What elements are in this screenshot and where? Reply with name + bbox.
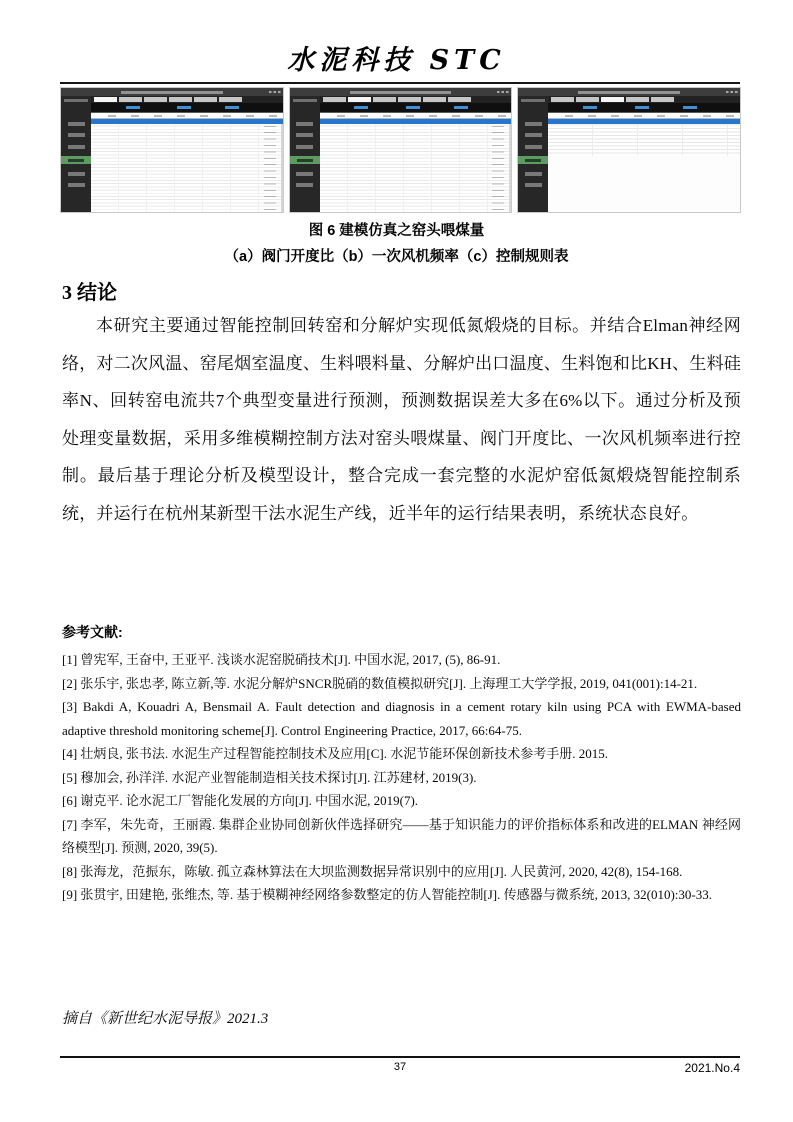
value-column-marks [264, 126, 276, 210]
sidebar-items [61, 102, 91, 187]
window-body [290, 96, 512, 212]
sidebar-logo [64, 99, 88, 102]
table-rows [320, 124, 512, 212]
sidebar-item [296, 172, 313, 176]
screenshot-primary-fan-frequency [290, 88, 512, 212]
reference-item: [2] 张乐宇, 张忠孝, 陈立新,等. 水泥分解炉SNCR脱硝的数值模拟研究[J]. 上海理工大学学报, 2019, 041(001):14-21. [62, 675, 698, 691]
link-label [354, 106, 368, 109]
window-main [548, 96, 740, 212]
link-label [454, 106, 468, 109]
link-label [126, 106, 140, 109]
table-rows [91, 124, 283, 212]
reference-item: [4] 壮炳良, 张书法. 水泥生产过程智能控制技术及应用[C]. 水泥节能环保创新技术参考手册. 2015. [62, 746, 608, 761]
tab [144, 97, 167, 102]
sidebar-item-active [61, 156, 91, 164]
sidebar-item [525, 133, 542, 137]
window-main [91, 96, 283, 212]
sidebar-item [296, 183, 313, 187]
window-titlebar [61, 88, 283, 96]
screenshot-valve-opening-ratio [61, 88, 283, 212]
conclusion-paragraph: 本研究主要通过智能控制回转窑和分解炉实现低氮煅烧的目标。并结合Elman神经网络，对二次风温、窑尾烟室温度、生料喂料量、分解炉出口温度、生料饱和比KH、生料硅率N、回转窑电流共7个典型变量进行预测，预测数据误差大多在6%以下。通过分析及预处理变量数据，采用多维模糊控制方法对窑头喂煤量、阀门开度比、一次风机频率进行控制。最后基于理论分析及模型设计，整合完成一套完整的水泥炉窑低氮煅烧智能控制系统，并运行在杭州某新型干法水泥生产线，近半年的运行结果表明，系统状态良好。 [62, 316, 741, 523]
reference-item: [9] 张贯宇, 田建艳, 张维杰, 等. 基于模糊神经网络参数整定的仿人智能控制[J]. 传感器与微系统, 2013, 32(010):30-33. [62, 887, 712, 902]
link-label [635, 106, 649, 109]
tab [219, 97, 242, 102]
reference-item: [5] 穆加会, 孙洋洋. 水泥产业智能制造相关技术探讨[J]. 江苏建材, 2019(3). [62, 769, 477, 785]
sidebar-item [296, 122, 313, 126]
tab [601, 97, 624, 102]
tab [651, 97, 674, 102]
window-title-text [350, 91, 452, 94]
reference-item: [3] Bakdi A, Kouadri A, Bensmail A. Fault detection and diagnosis in a cement rotary kiln using PCA with EWMA-based adaptive threshold monitoring scheme[J]. Control Engineering Practice, 2017, 66:64-75. [62, 699, 741, 738]
window-sidebar [518, 96, 548, 212]
references-heading: 参考文献: [62, 624, 123, 640]
window-title-text [578, 91, 680, 94]
reference-item: [8] 张海龙，范振东，陈敏. 孤立森林算法在大坝监测数据异常识别中的应用[J]. 人民黄河, 2020, 42(8), 154-168. [62, 863, 683, 879]
window-titlebar [290, 88, 512, 96]
scrollbar [509, 124, 511, 212]
section-heading: 3 结论 [62, 282, 117, 304]
sidebar-item [68, 145, 85, 149]
issue-label: 2021.No.4 [684, 1061, 740, 1075]
tab [626, 97, 649, 102]
window-controls-icon [269, 91, 281, 94]
links-bar [320, 103, 512, 112]
sidebar-item [296, 133, 313, 137]
links-bar [91, 103, 283, 112]
empty-area [548, 156, 740, 213]
table-rows [548, 124, 740, 156]
reference-item: [1] 曾宪军, 王奋中, 王亚平. 浅谈水泥窑脱硝技术[J]. 中国水泥, 2017, (5), 86-91. [62, 652, 501, 667]
tab [119, 97, 142, 102]
sidebar-logo [293, 99, 317, 102]
sidebar-item [296, 145, 313, 149]
window-main [320, 96, 512, 212]
sidebar-item [525, 122, 542, 126]
link-label [177, 106, 191, 109]
tab [348, 97, 371, 102]
tab [94, 97, 117, 102]
footer-rule [60, 1056, 740, 1058]
window-title-text [121, 91, 223, 94]
tab [576, 97, 599, 102]
tab [423, 97, 446, 102]
tab-strip [320, 96, 512, 103]
sidebar-item-active [290, 156, 320, 164]
window-body [61, 96, 283, 212]
tab [448, 97, 471, 102]
tab-strip [91, 96, 283, 103]
scrollbar [281, 124, 283, 212]
window-sidebar [61, 96, 91, 212]
tab [323, 97, 346, 102]
sidebar-item [68, 122, 85, 126]
sidebar-item [68, 183, 85, 187]
sidebar-logo [521, 99, 545, 102]
references-list [62, 648, 741, 907]
sidebar-item [525, 145, 542, 149]
window-body [518, 96, 740, 212]
figure-caption-subtitle: （a）阀门开度比（b）一次风机频率（c）控制规则表 [224, 249, 569, 265]
page-number: 37 [393, 1061, 407, 1073]
window-controls-icon [497, 91, 509, 94]
link-label [683, 106, 697, 109]
sidebar-items [290, 102, 320, 187]
reference-item: [7] 李军，朱先奇，王丽霞. 集群企业协同创新伙伴选择研究——基于知识能力的评价指标体系和改进的ELMAN 神经网络模型[J]. 预测, 2020, 39(5). [62, 816, 741, 855]
window-sidebar [290, 96, 320, 212]
reference-item: [6] 谢克平. 论水泥工厂智能化发展的方向[J]. 中国水泥, 2019(7). [62, 793, 419, 808]
sidebar-item [525, 183, 542, 187]
source-note: 摘自《新世纪水泥导报》2021.3 [62, 1011, 269, 1027]
window-titlebar [518, 88, 740, 96]
sidebar-item [68, 172, 85, 176]
sidebar-item-active [518, 156, 548, 164]
sidebar-item [68, 133, 85, 137]
table-header-row [548, 112, 740, 119]
table-header-row [91, 112, 283, 119]
value-column-marks [492, 126, 504, 210]
header-rule [60, 82, 740, 84]
tab [373, 97, 396, 102]
link-label [225, 106, 239, 109]
tab-strip [548, 96, 740, 103]
links-bar [548, 103, 740, 112]
table-header-row [320, 112, 512, 119]
window-controls-icon [726, 91, 738, 94]
sidebar-items [518, 102, 548, 187]
link-label [406, 106, 420, 109]
tab [194, 97, 217, 102]
screenshot-control-rule-table [518, 88, 740, 212]
journal-title: 水泥科技 STC [287, 45, 506, 76]
link-label [583, 106, 597, 109]
tab [169, 97, 192, 102]
tab [398, 97, 421, 102]
figure-caption-title: 图 6 建模仿真之窑头喂煤量 [308, 223, 485, 239]
figure-screenshots [61, 88, 740, 212]
sidebar-item [525, 172, 542, 176]
tab [551, 97, 574, 102]
